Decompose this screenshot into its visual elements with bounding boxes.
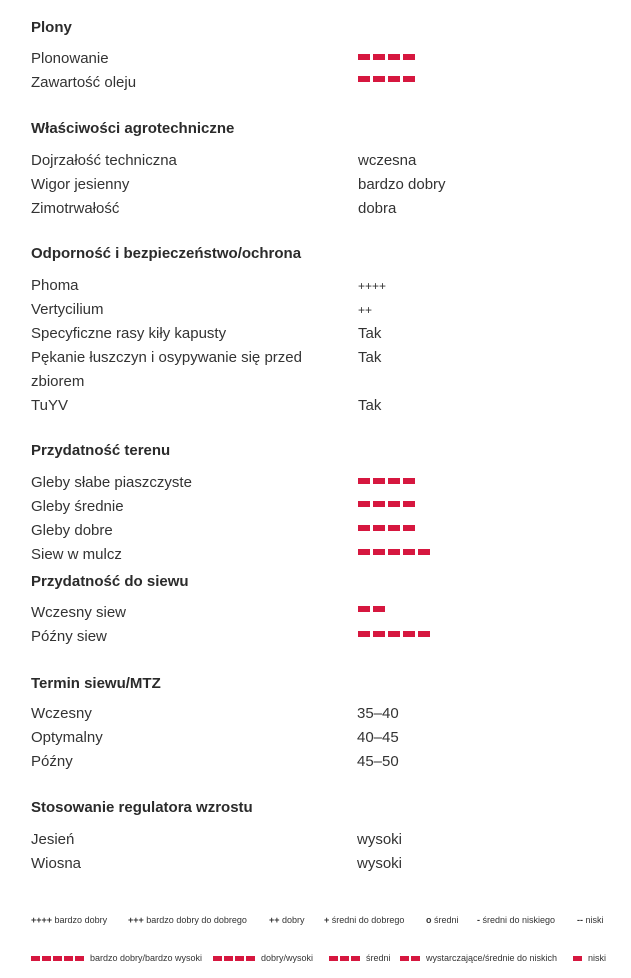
rating-bar bbox=[358, 525, 370, 531]
rating-bars bbox=[358, 76, 415, 82]
rating-bar bbox=[403, 525, 415, 531]
legend-bar bbox=[573, 956, 582, 961]
rating-bars bbox=[358, 606, 385, 612]
legend-item bbox=[477, 915, 555, 925]
rating-bar bbox=[358, 549, 370, 555]
row-label: Vertycilium bbox=[31, 301, 104, 318]
row-value: 35–40 bbox=[357, 705, 399, 722]
legend-item bbox=[324, 915, 404, 925]
legend-item bbox=[577, 915, 604, 925]
legend-item bbox=[573, 953, 606, 963]
row-label: Gleby średnie bbox=[31, 498, 124, 515]
legend-text: bardzo dobry do dobrego bbox=[146, 915, 247, 925]
legend-symbols bbox=[31, 915, 621, 931]
legend-bars-swatch bbox=[573, 956, 582, 961]
legend-text: średni bbox=[366, 953, 391, 963]
legend-bars-swatch bbox=[329, 956, 360, 961]
legend-bar bbox=[351, 956, 360, 961]
row-label: Optymalny bbox=[31, 729, 103, 746]
rating-bar bbox=[358, 76, 370, 82]
row-value: wczesna bbox=[358, 152, 417, 169]
row-label: Zimotrwałość bbox=[31, 200, 120, 217]
row-value: wysoki bbox=[357, 855, 403, 872]
legend-item bbox=[269, 915, 305, 925]
rating-bar bbox=[373, 606, 385, 612]
rating-bars bbox=[358, 54, 415, 60]
legend-bars-swatch bbox=[31, 956, 84, 961]
legend-bar bbox=[411, 956, 420, 961]
legend-item bbox=[31, 915, 107, 925]
legend-item bbox=[426, 915, 459, 925]
row-value: bardzo dobry bbox=[358, 176, 446, 193]
rating-bar bbox=[388, 501, 400, 507]
section-title: Właściwości agrotechniczne bbox=[31, 120, 235, 137]
rating-bar bbox=[388, 76, 400, 82]
rating-bar bbox=[403, 76, 415, 82]
legend-bar bbox=[75, 956, 84, 961]
legend-bar bbox=[235, 956, 244, 961]
legend-bar bbox=[213, 956, 222, 961]
section-title: Przydatność do siewu bbox=[31, 573, 189, 590]
rating-bar bbox=[403, 501, 415, 507]
legend-bar bbox=[246, 956, 255, 961]
legend-bar bbox=[31, 956, 40, 961]
row-value: 45–50 bbox=[357, 753, 399, 770]
section-title: Przydatność terenu bbox=[31, 442, 171, 459]
legend-bar bbox=[224, 956, 233, 961]
row-label: Późny bbox=[31, 753, 73, 770]
row-label: Wiosna bbox=[31, 855, 82, 872]
legend-text: dobry bbox=[282, 915, 305, 925]
legend-bars-swatch bbox=[400, 956, 420, 961]
section-title: Stosowanie regulatora wzrostu bbox=[31, 799, 253, 816]
rating-bar bbox=[358, 631, 370, 637]
row-label: Gleby dobre bbox=[31, 522, 113, 539]
rating-bars bbox=[358, 478, 415, 484]
rating-bar bbox=[403, 54, 415, 60]
legend-bar bbox=[64, 956, 73, 961]
row-label: Plonowanie bbox=[31, 50, 109, 67]
legend-bar bbox=[42, 956, 51, 961]
legend-bars bbox=[31, 953, 621, 969]
rating-bar bbox=[418, 549, 430, 555]
legend-text: niski bbox=[588, 953, 607, 963]
rating-bars bbox=[358, 501, 415, 507]
row-value: Tak bbox=[358, 325, 382, 342]
rating-bar bbox=[388, 549, 400, 555]
legend-bar bbox=[400, 956, 409, 961]
legend-text: dobry/wysoki bbox=[261, 953, 314, 963]
legend-item bbox=[128, 915, 247, 925]
rating-bar bbox=[373, 54, 385, 60]
rating-bar bbox=[358, 54, 370, 60]
row-label: Specyficzne rasy kiły kapusty bbox=[31, 325, 227, 342]
legend-symbol: - bbox=[477, 915, 480, 925]
row-value: 40–45 bbox=[357, 729, 399, 746]
rating-bar bbox=[403, 478, 415, 484]
rating-bar bbox=[373, 525, 385, 531]
legend-text: wystarczające/średnie do niskich bbox=[426, 953, 558, 963]
section-title: Termin siewu/MTZ bbox=[31, 675, 161, 692]
legend-text: średni bbox=[434, 915, 459, 925]
rating-bar bbox=[373, 76, 385, 82]
rating-bar bbox=[388, 525, 400, 531]
legend-symbol: +++ bbox=[128, 915, 144, 925]
row-label: Późny siew bbox=[31, 628, 107, 645]
legend-bar bbox=[329, 956, 338, 961]
row-value: wysoki bbox=[357, 831, 403, 848]
row-label: TuYV bbox=[31, 397, 68, 414]
row-label: Zawartość oleju bbox=[31, 74, 137, 91]
rating-bars bbox=[358, 631, 430, 637]
legend-text: średni do dobrego bbox=[331, 915, 405, 925]
row-value: dobra bbox=[358, 200, 397, 217]
row-label: Pękanie łuszczyn i osypywanie się przed zbiorem bbox=[31, 349, 302, 390]
row-label: Wczesny bbox=[31, 705, 92, 722]
rating-bar bbox=[358, 501, 370, 507]
row-value: Tak bbox=[358, 349, 382, 366]
legend-item bbox=[213, 953, 313, 963]
row-label: Dojrzałość techniczna bbox=[31, 152, 177, 169]
row-label: Jesień bbox=[31, 831, 75, 848]
legend-text: bardzo dobry/bardzo wysoki bbox=[90, 953, 203, 963]
rating-bar bbox=[358, 478, 370, 484]
rating-bar bbox=[403, 631, 415, 637]
section-title: Odporność i bezpieczeństwo/ochrona bbox=[31, 245, 302, 262]
legend-symbol: ++++ bbox=[31, 915, 53, 925]
rating-bar bbox=[388, 478, 400, 484]
legend-symbol: ++ bbox=[269, 915, 280, 925]
row-label: Siew w mulcz bbox=[31, 546, 122, 563]
row-value: ++++ bbox=[358, 279, 387, 293]
rating-bar bbox=[403, 549, 415, 555]
section-title: Plony bbox=[31, 19, 72, 36]
legend-item bbox=[31, 953, 202, 963]
legend-text: niski bbox=[585, 915, 604, 925]
rating-bars bbox=[358, 525, 415, 531]
row-value: ++ bbox=[358, 303, 373, 317]
legend-item bbox=[400, 953, 557, 963]
rating-bar bbox=[373, 478, 385, 484]
rating-bar bbox=[418, 631, 430, 637]
row-label: Wigor jesienny bbox=[31, 176, 130, 193]
rating-bar bbox=[388, 54, 400, 60]
rating-bar bbox=[373, 549, 385, 555]
legend-text: średni do niskiego bbox=[482, 915, 556, 925]
rating-bar bbox=[373, 501, 385, 507]
row-value: Tak bbox=[358, 397, 382, 414]
rating-bar bbox=[373, 631, 385, 637]
rating-bars bbox=[358, 549, 430, 555]
legend-bar bbox=[340, 956, 349, 961]
legend-symbol: -- bbox=[577, 915, 583, 925]
row-label: Phoma bbox=[31, 277, 79, 294]
rating-bar bbox=[358, 606, 370, 612]
row-label: Gleby słabe piaszczyste bbox=[31, 474, 192, 491]
legend-bar bbox=[53, 956, 62, 961]
row-label: Wczesny siew bbox=[31, 604, 127, 621]
legend-item bbox=[329, 953, 391, 963]
legend-symbol: + bbox=[324, 915, 330, 925]
legend-text: bardzo dobry bbox=[54, 915, 108, 925]
legend-bars-swatch bbox=[213, 956, 255, 961]
rating-bar bbox=[388, 631, 400, 637]
legend-symbol: o bbox=[426, 915, 432, 925]
